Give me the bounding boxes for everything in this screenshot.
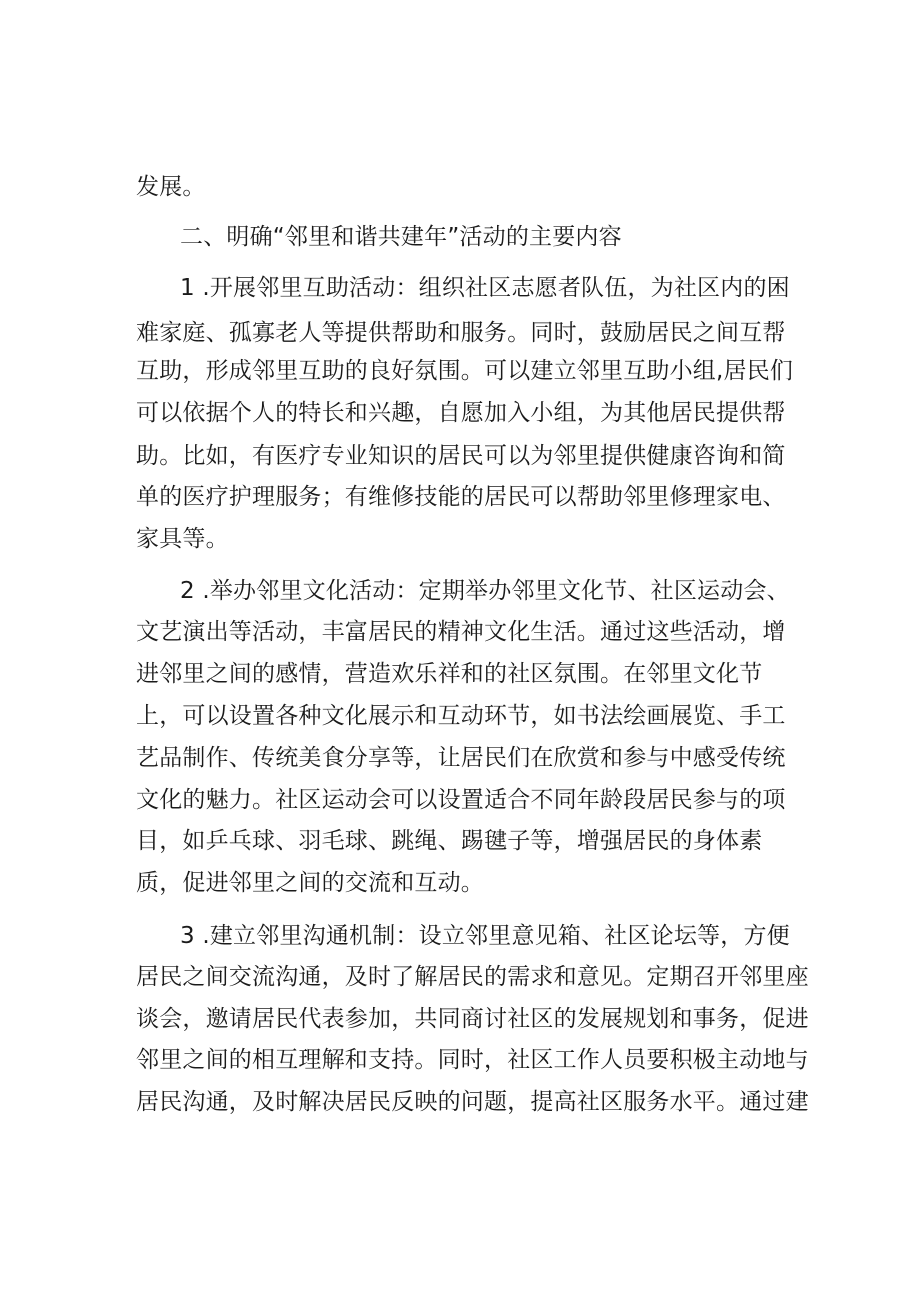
paragraph-line: 居民沟通，及时解决居民反映的问题，提高社区服务水平。通过建 bbox=[136, 1089, 809, 1115]
paragraph-line: 文艺演出等活动，丰富居民的精神文化生活。通过这些活动，增 bbox=[136, 619, 786, 645]
paragraph-line: 2 .举办邻里文化活动：定期举办邻里文化节、社区运动会、 bbox=[180, 578, 790, 604]
paragraph-line: 难家庭、孤寡老人等提供帮助和服务。同时，鼓励居民之间互帮 bbox=[136, 320, 786, 346]
paragraph-line: 谈会，邀请居民代表参加，共同商讨社区的发展规划和事务，促进 bbox=[136, 1006, 809, 1032]
paragraph-line: 家具等。 bbox=[136, 526, 229, 552]
paragraph-line: 艺品制作、传统美食分享等，让居民们在欣赏和参与中感受传统 bbox=[136, 745, 786, 771]
paragraph-line: 文化的魅力。社区运动会可以设置适合不同年龄段居民参与的项 bbox=[136, 787, 786, 813]
paragraph-line: 质，促进邻里之间的交流和互动。 bbox=[136, 870, 484, 896]
paragraph-line: 3 .建立邻里沟通机制：设立邻里意见箱、社区论坛等，方便 bbox=[180, 923, 790, 949]
paragraph-line: 邻里之间的相互理解和支持。同时，社区工作人员要积极主动地与 bbox=[136, 1047, 809, 1073]
paragraph-line: 目，如乒乓球、羽毛球、跳绳、踢毽子等，增强居民的身体素 bbox=[136, 828, 763, 854]
paragraph-line: 互助，形成邻里互助的良好氛围。可以建立邻里互助小组,居民们 bbox=[136, 358, 794, 384]
paragraph-line: 上，可以设置各种文化展示和互动环节，如书法绘画展览、手工 bbox=[136, 703, 786, 729]
paragraph-line: 居民之间交流沟通，及时了解居民的需求和意见。定期召开邻里座 bbox=[136, 964, 809, 990]
paragraph-line: 单的医疗护理服务；有维修技能的居民可以帮助邻里修理家电、 bbox=[136, 484, 786, 510]
continuation-text: 发展。 bbox=[136, 174, 206, 200]
paragraph-line: 进邻里之间的感情，营造欢乐祥和的社区氛围。在邻里文化节 bbox=[136, 661, 763, 687]
section-heading: 二、明确“邻里和谐共建年”活动的主要内容 bbox=[180, 224, 622, 250]
paragraph-line: 1 .开展邻里互助活动：组织社区志愿者队伍，为社区内的困 bbox=[180, 275, 790, 301]
paragraph-line: 助。比如，有医疗专业知识的居民可以为邻里提供健康咨询和简 bbox=[136, 443, 786, 469]
paragraph-line: 可以依据个人的特长和兴趣，自愿加入小组，为其他居民提供帮 bbox=[136, 400, 786, 426]
